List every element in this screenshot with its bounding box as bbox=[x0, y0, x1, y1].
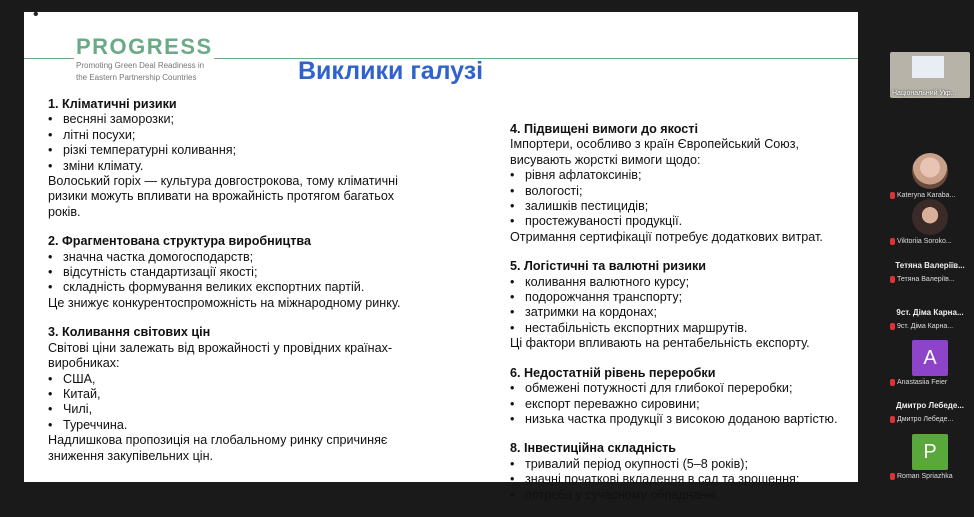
participant-name-row bbox=[890, 473, 970, 480]
section-text: Волоський горіх — культура довгострокова, тому кліматичні ризики можуть впливати на врожайність протягом багатьох років. bbox=[48, 174, 398, 219]
participant-name-row bbox=[890, 238, 970, 245]
section-text: Це знижує конкурентоспроможність на міжнародному ринку. bbox=[48, 295, 401, 310]
bullet-item: • Чилі, bbox=[48, 402, 408, 417]
right-column bbox=[510, 122, 855, 517]
participant-name: Roman Spriazhka bbox=[897, 473, 953, 480]
participant-name: Anastasiia Feier bbox=[897, 379, 948, 386]
bullet-item: • потреба у сучасному обладнанні. bbox=[510, 488, 855, 503]
participant-name-row bbox=[890, 323, 970, 330]
bullet-item: • вологості; bbox=[510, 184, 855, 199]
section-heading: 2. Фрагментована структура виробництва bbox=[48, 234, 312, 249]
participant-display-name: Тетяна Валеріїв... bbox=[895, 261, 965, 270]
logo-subtitle: Promoting Green Deal Readiness in bbox=[76, 61, 205, 70]
slide-dot: • bbox=[33, 6, 39, 23]
participant-tile[interactable] bbox=[890, 261, 970, 283]
bullet-item: • зміни клімату. bbox=[48, 159, 408, 174]
section-heading: 1. Кліматичні ризики bbox=[48, 97, 177, 111]
logo-title: PROGRESS bbox=[76, 34, 213, 59]
section-intro: Світові ціни залежать від врожайності у провідних країнах-виробниках: bbox=[48, 340, 393, 371]
bullet-item: • низька частка продукції з високою доданою вартістю. bbox=[510, 412, 855, 427]
mic-muted-icon bbox=[890, 238, 895, 245]
bullet-item: • нестабільність експортних маршрутів. bbox=[510, 321, 855, 336]
participant-name: 9ст. Діма Карна... bbox=[897, 323, 954, 330]
presentation-slide bbox=[24, 6, 858, 502]
section-heading: 3. Коливання світових цін bbox=[48, 325, 211, 340]
bullet-item: • подорожчання транспорту; bbox=[510, 290, 855, 305]
bullet-item: • тривалий період окупності (5–8 років); bbox=[510, 457, 855, 472]
bullet-item: • США, bbox=[48, 372, 408, 387]
participant-name: Kateryna Karaba... bbox=[897, 192, 956, 199]
section-heading: 6. Недостатній рівень переробки bbox=[510, 365, 716, 380]
section-processing-level bbox=[510, 366, 855, 428]
section-quality-requirements bbox=[510, 122, 855, 245]
thumbnail-label: Національний Укр... bbox=[892, 90, 957, 97]
bullet-item: • експорт переважно сировини; bbox=[510, 397, 855, 412]
participant-tile[interactable] bbox=[890, 153, 970, 199]
avatar bbox=[912, 199, 948, 235]
participant-display-name: Дмитро Лебеде... bbox=[896, 401, 964, 410]
bullet-item: • літні посухи; bbox=[48, 128, 408, 143]
participant-name-row bbox=[890, 276, 970, 283]
divider-line bbox=[24, 58, 74, 59]
avatar-letter: P bbox=[912, 434, 948, 470]
section-heading: 4. Підвищені вимоги до якості bbox=[510, 122, 698, 136]
section-text: Надлишкова пропозиція на глобальному ринку спричиняє зниження закупівельних цін. bbox=[48, 433, 388, 463]
section-fragmented-structure bbox=[48, 234, 408, 311]
participant-name: Дмитро Лебеде... bbox=[897, 416, 954, 423]
section-text: Ці фактори впливають на рентабельність експорту. bbox=[510, 336, 810, 351]
mic-muted-icon bbox=[890, 416, 895, 423]
participant-display-name: 9ст. Діма Карна... bbox=[896, 308, 964, 317]
section-investment-complexity bbox=[510, 441, 855, 503]
bullet-item: • простежуваності продукції. bbox=[510, 214, 855, 229]
bullet-item: • залишків пестицидів; bbox=[510, 199, 855, 214]
bullet-item: • рівня афлатоксинів; bbox=[510, 168, 855, 183]
bullet-item: • значні початкові вкладення в сад та зрошення; bbox=[510, 472, 855, 487]
section-text: Отримання сертифікації потребує додаткових витрат. bbox=[510, 229, 823, 244]
bullet-item: • коливання валютного курсу; bbox=[510, 275, 855, 290]
slide-title: Виклики галузі bbox=[298, 57, 484, 85]
participant-name: Viktoriia Soroko... bbox=[897, 238, 952, 245]
section-intro: Імпортери, особливо з країн Європейський Союз, висувають жорсткі вимоги щодо: bbox=[510, 137, 800, 167]
bullet-item: • різкі температурні коливання; bbox=[48, 143, 408, 158]
participant-name-row bbox=[890, 192, 970, 199]
participant-tile[interactable] bbox=[890, 199, 970, 245]
participants-panel bbox=[866, 0, 974, 504]
mic-muted-icon bbox=[890, 323, 895, 330]
participant-tile[interactable] bbox=[890, 308, 970, 330]
avatar-letter: A bbox=[912, 340, 948, 376]
bullet-item: • складність формування великих експортних партій. bbox=[48, 280, 408, 295]
bullet-item: • відсутність стандартизації якості; bbox=[48, 265, 408, 280]
mic-muted-icon bbox=[890, 473, 895, 480]
participant-name-row bbox=[890, 379, 970, 386]
left-column bbox=[48, 97, 408, 478]
section-logistics-risks bbox=[510, 259, 855, 351]
progress-logo bbox=[76, 35, 213, 83]
bullet-item: • Туреччина. bbox=[48, 418, 408, 433]
bullet-item: • обмежені потужності для глибокої переробки; bbox=[510, 381, 855, 396]
mic-muted-icon bbox=[890, 276, 895, 283]
logo-subtitle: the Eastern Partnership Countries bbox=[76, 73, 197, 82]
bullet-item: • весняні заморозки; bbox=[48, 112, 408, 127]
mic-muted-icon bbox=[890, 192, 895, 199]
bullet-item: • затримки на кордонах; bbox=[510, 305, 855, 320]
bullet-item: • значна частка домогосподарств; bbox=[48, 250, 408, 265]
participant-tile[interactable] bbox=[890, 340, 970, 386]
participant-name: Тетяна Валеріїв... bbox=[897, 276, 955, 283]
section-heading: 8. Інвестиційна складність bbox=[510, 441, 677, 456]
bullet-item: • Китай, bbox=[48, 387, 408, 402]
section-price-fluctuation bbox=[48, 325, 408, 464]
participant-tile[interactable] bbox=[890, 434, 970, 480]
section-climate-risks bbox=[48, 97, 408, 220]
participant-tile[interactable] bbox=[890, 401, 970, 423]
section-heading: 5. Логістичні та валютні ризики bbox=[510, 259, 707, 274]
avatar bbox=[912, 153, 948, 189]
mic-muted-icon bbox=[890, 379, 895, 386]
participant-name-row bbox=[890, 416, 970, 423]
